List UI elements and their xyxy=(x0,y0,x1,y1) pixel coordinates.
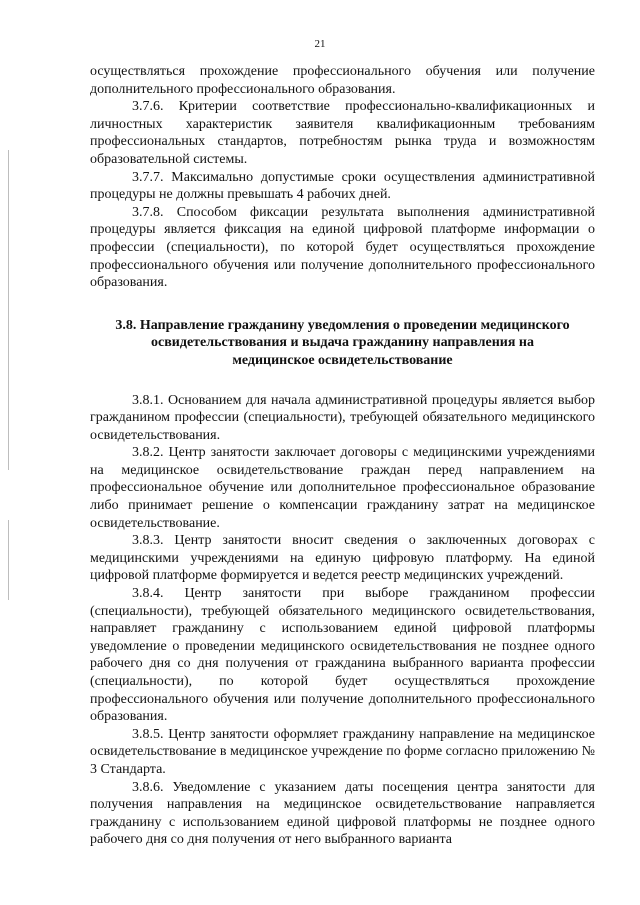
paragraph-continuation: осуществляться прохождение профессионального обучения или получение дополнительного профессионального образования. xyxy=(90,64,595,97)
document-body xyxy=(90,63,595,849)
section-heading-line: освидетельствования и выдача гражданину направления на xyxy=(151,335,534,351)
paragraph-3-8-1: 3.8.1. Основанием для начала административной процедуры является выбор гражданином профессии (специальности), требующей обязательного медицинского освидетельствования. xyxy=(90,392,595,443)
paragraph-3-8-2: 3.8.2. Центр занятости заключает договоры с медицинскими учреждениями на медицинское освидетельствование граждан перед направлением на профессиональное обучение или дополнительное профессиональное образование либо принимает решение о компенсации гражданину затрат на медицинское освидетельствование. xyxy=(90,445,595,531)
paragraph-3-8-5: 3.8.5. Центр занятости оформляет гражданину направление на медицинское освидетельствование в медицинское учреждение по форме согласно приложению № 3 Стандарта. xyxy=(90,726,595,777)
scan-margin-mark xyxy=(8,150,9,470)
paragraph-3-7-8: 3.7.8. Способом фиксации результата выполнения административной процедуры является фиксация на единой цифровой платформе информации о профессии (специальности), по которой будет осуществляться прохождение профессионального обучения или получение дополнительного профессионального образования. xyxy=(90,204,595,291)
paragraph-3-7-6: 3.7.6. Критерии соответствие профессионально-квалификационных и личностных характеристик заявителя квалификационным требованиям профессиональных стандартов, потребностям рынка труда и возможностям образовательной системы. xyxy=(90,99,595,167)
scan-margin-mark xyxy=(8,520,9,600)
page-number: 21 xyxy=(314,38,326,50)
paragraph-3-8-3: 3.8.3. Центр занятости вносит сведения о заключенных договорах с медицинскими учреждениями на единую цифровую платформу. На единой цифровой платформе формируется и ведется реестр медицинских учреждений. xyxy=(90,533,595,584)
section-heading-3-8 xyxy=(90,317,595,370)
section-heading-line: медицинское освидетельствование xyxy=(232,352,453,368)
paragraph-3-8-4: 3.8.4. Центр занятости при выборе гражданином профессии (специальности), требующей обязательного медицинского освидетельствования, направляет гражданину с использованием единой цифровой платформы уведомление о проведении медицинского освидетельствования не позднее одного рабочего дня со дня получения от гражданина выбранного варианта профессии (специальности), по которой будет осуществляться прохождение профессионального обучения или получение дополнительного профессионального образования. xyxy=(90,586,595,725)
paragraph-3-8-6: 3.8.6. Уведомление с указанием даты посещения центра занятости для получения направления на медицинское освидетельствование направляется гражданину с использованием единой цифровой платформы не позднее одного рабочего дня со дня получения от него выбранного варианта xyxy=(90,779,595,848)
section-heading-line: 3.8. Направление гражданину уведомления о проведении медицинского xyxy=(115,317,570,333)
paragraph-3-7-7: 3.7.7. Максимально допустимые сроки осуществления административной процедуры не должны превышать 4 рабочих дней. xyxy=(90,169,595,203)
